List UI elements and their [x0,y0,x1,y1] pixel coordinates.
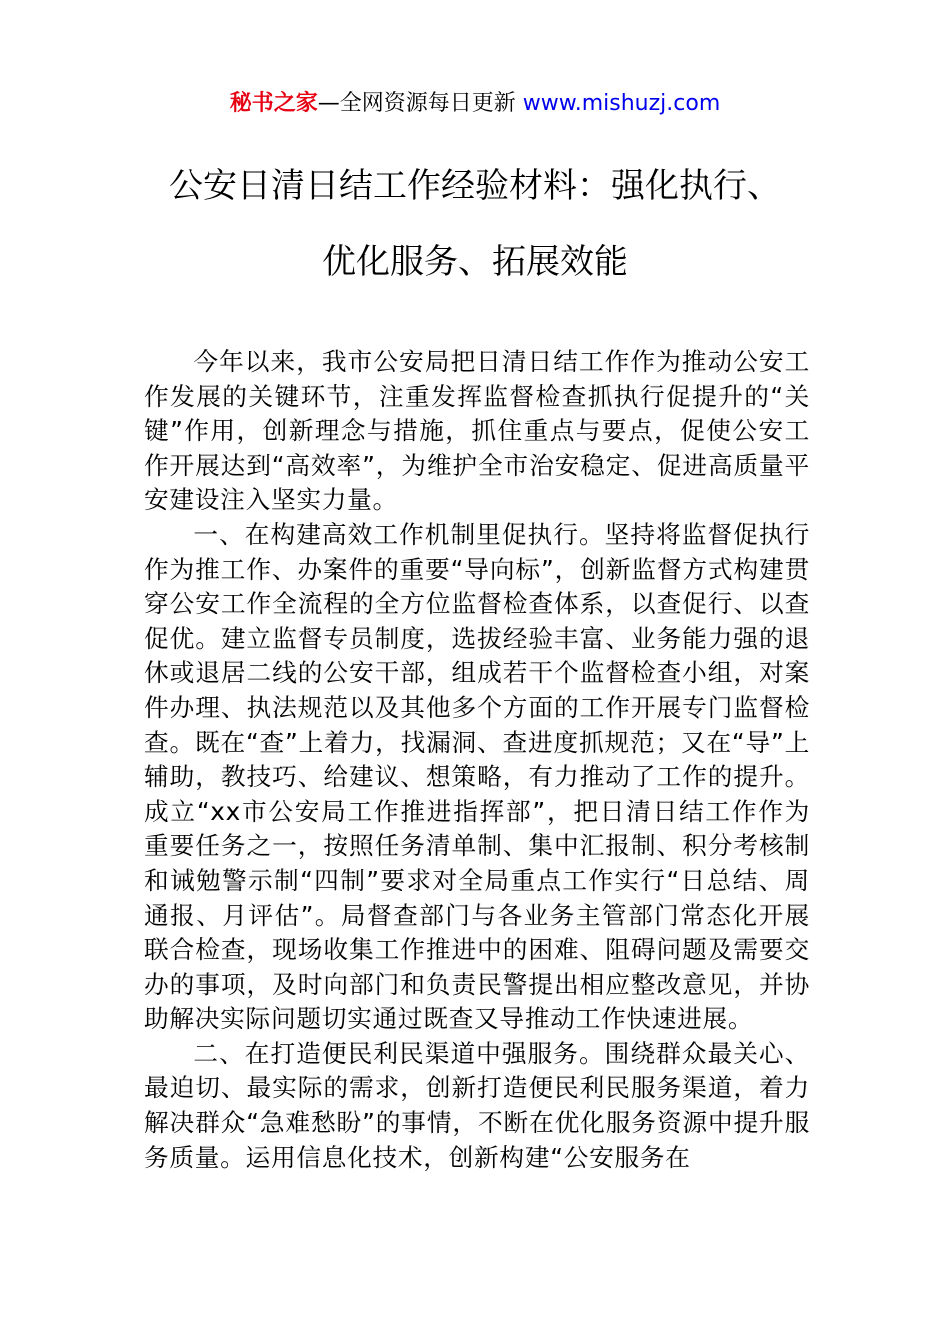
title-line-2: 优化服务、拓展效能 [322,242,628,282]
document-body [144,345,810,1175]
header-url-link[interactable]: www.mishuzj.com [522,91,721,116]
header-brand: 秘书之家 [229,91,318,116]
title-line-1: 公安日清日结工作经验材料：强化执行、 [169,166,781,206]
paragraph-section-1: 一、在构建高效工作机制里促执行。坚持将监督促执行作为推工作、办案件的重要“导向标”，创新监督方式构建贯穿公安工作全流程的全方位监督检查体系，以查促行、以查促优。建立监督专员制度，选拔经验丰富、业务能力强的退休或退居二线的公安干部，组成若干个监督检查小组，对案件办理、执法规范以及其他多个方面的工作开展专门监督检查。既在“查”上着力，找漏洞、查进度抓规范；又在“导”上辅助，教技巧、给建议、想策略，有力推动了工作的提升。成立“xx市公安局工作推进指挥部”，把日清日结工作作为重要任务之一，按照任务清单制、集中汇报制、积分考核制和诫勉警示制“四制”要求对全局重点工作实行“日总结、周通报、月评估”。局督查部门与各业务主管部门常态化开展联合检查，现场收集工作推进中的困难、阻碍问题及需要交办的事项，及时向部门和负责民警提出相应整改意见，并协助解决实际问题切实通过既查又导推动工作快速进展。 [144,519,810,1034]
paragraph-section-2: 二、在打造便民利民渠道中强服务。围绕群众最关心、最迫切、最实际的需求，创新打造便民利民服务渠道，着力解决群众“急难愁盼”的事情，不断在优化服务资源中提升服务质量。运用信息化技术，创新构建“公安服务在 [144,1038,810,1172]
header-tagline: —全网资源每日更新 [317,91,516,116]
page-header [0,88,950,120]
paragraph-intro: 今年以来，我市公安局把日清日结工作作为推动公安工作发展的关键环节，注重发挥监督检查抓执行促提升的“关键”作用，创新理念与措施，抓住重点与要点，促使公安工作开展达到“高效率”，为维护全市治安稳定、促进高质量平安建设注入坚实力量。 [144,347,810,515]
document-title [0,160,950,288]
